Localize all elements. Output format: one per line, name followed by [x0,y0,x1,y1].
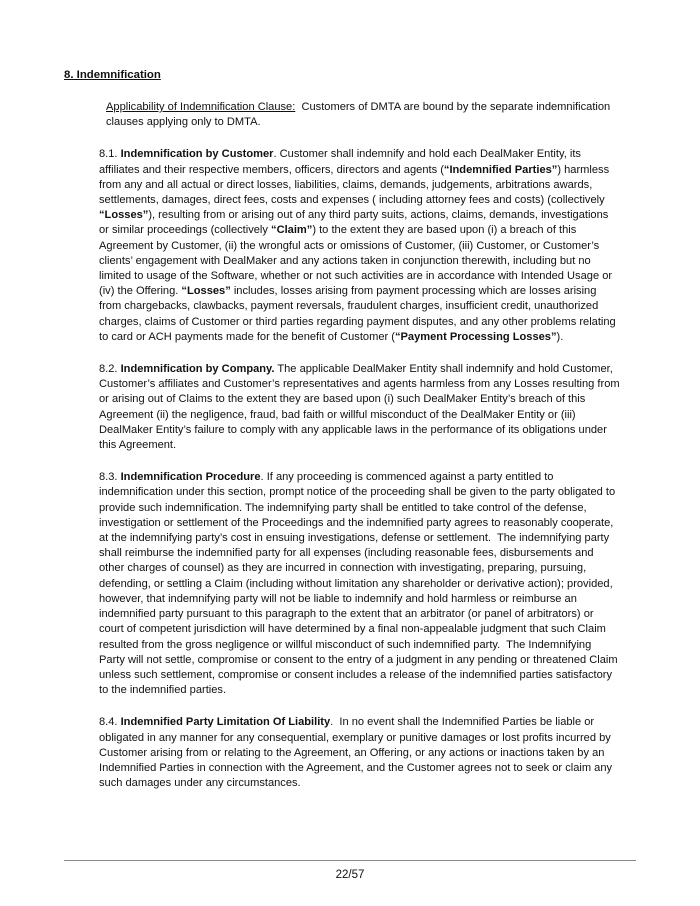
section-body [99,100,639,808]
clause-8-2: 8.2. Indemnification by Company. The applicable DealMaker Entity shall indemnify and hold Customer, Customer’s affiliates and Customer’s representatives and agents harmless from any Losses resulting from or arising out of Claims to the extent they are based upon (i) such DealMaker Entity’s breach of this Agreement (ii) the negligence, fraud, bad faith or willful misconduct of the DealMaker Entity or (iii) DealMaker Entity’s failure to comply with any applicable laws in the performance of its obligations under this Agreement. [99,363,620,452]
page-number: 22/57 [335,869,365,881]
section-heading: 8. Indemnification [64,69,161,81]
clause-8-2-title: Indemnification by Company. [120,363,275,376]
footer-divider [64,860,636,861]
applicability-label: Applicability of Indemnification Clause: [106,101,296,113]
clause-8-3: 8.3. Indemnification Procedure. If any proceeding is commenced against a party entitled to indemnification under this section, prompt notice of the proceeding shall be given to the party obligated to provide such indemnification. The indemnifying party shall be entitled to take control of the defense, investigation or settlement of the Proceedings and the indemnified party agrees to reasonably cooperate, at the indemnifying party’s cost in ensuing investigations, defense or settlement. The indemnifying party shall reimburse the indemnified party for all expenses (including reasonable fees, disbursements and other charges of counsel) as they are incurred in connection with investigating, preparing, pursuing, defending, or settling a Claim (including without limitation any shareholder or derivative action); provided, however, that indemnifying party will not be liable to indemnify and hold harmless or reimburse an indemnified party pursuant to this paragraph to the extent that an arbitrator (or panel of arbitrators) or court of competent jurisdiction will have determined by a final non-appealable judgment that such Claim resulted from the gross negligence or willful misconduct of such indemnified party. The Indemnifying Party will not settle, compromise or consent to the entry of a judgment in any pending or threatened Claim unless such settlement, compromise or consent includes a release of the indemnified parties satisfactory to the indemnified parties. [99,471,618,697]
clause-8-3-title: Indemnification Procedure [120,471,261,484]
applicability-paragraph: Applicability of Indemnification Clause: Customers of DMTA are bound by the separate indemnification clauses applying only to DMTA. [106,101,611,129]
clause-8-1-title: Indemnification by Customer [120,148,274,161]
clause-8-1: 8.1. Indemnification by Customer. Customer shall indemnify and hold each DealMaker Entity, its affiliates and their respective members, officers, directors and agents (“Indemnified Parties”) harmless from any and all actual or direct losses, liabilities, claims, demands, judgements, arbitrations awards, settlements, damages, direct fees, costs and expenses ( including attorney fees and costs) (collectively “Losses”), resulting from or arising out of any third party suits, actions, claims, demands, investigations or similar proceedings (collectively “Claim”) to the extent they are based upon (i) a breach of this Agreement by Customer, (ii) the wrongful acts or omissions of Customer, (iii) Customer, or Customer’s clients’ engagement with DealMaker and any actions taken in conjunction therewith, including but no limited to usage of the Software, whether or not such activities are in accordance with Intended Usage or (iv) the Offering. “Losses” includes, losses arising from payment processing which are losses arising from chargebacks, clawbacks, payment reversals, fraudulent charges, insufficient credit, unauthorized charges, claims of Customer or third parties regarding payment disputes, and any other problems relating to card or ACH payments made for the benefit of Customer (“Payment Processing Losses”). [99,148,616,343]
clause-8-4: 8.4. Indemnified Party Limitation Of Liability. In no event shall the Indemnified Parties be liable or obligated in any manner for any consequential, exemplary or punitive damages or lost profits incurred by Customer arising from or relating to the Agreement, an Offering, or any actions or inactions taken by an Indemnified Parties in connection with the Agreement, and the Customer agrees not to seek or claim any such damages under any circumstances. [99,716,613,790]
clause-8-4-title: Indemnified Party Limitation Of Liability [120,716,331,729]
